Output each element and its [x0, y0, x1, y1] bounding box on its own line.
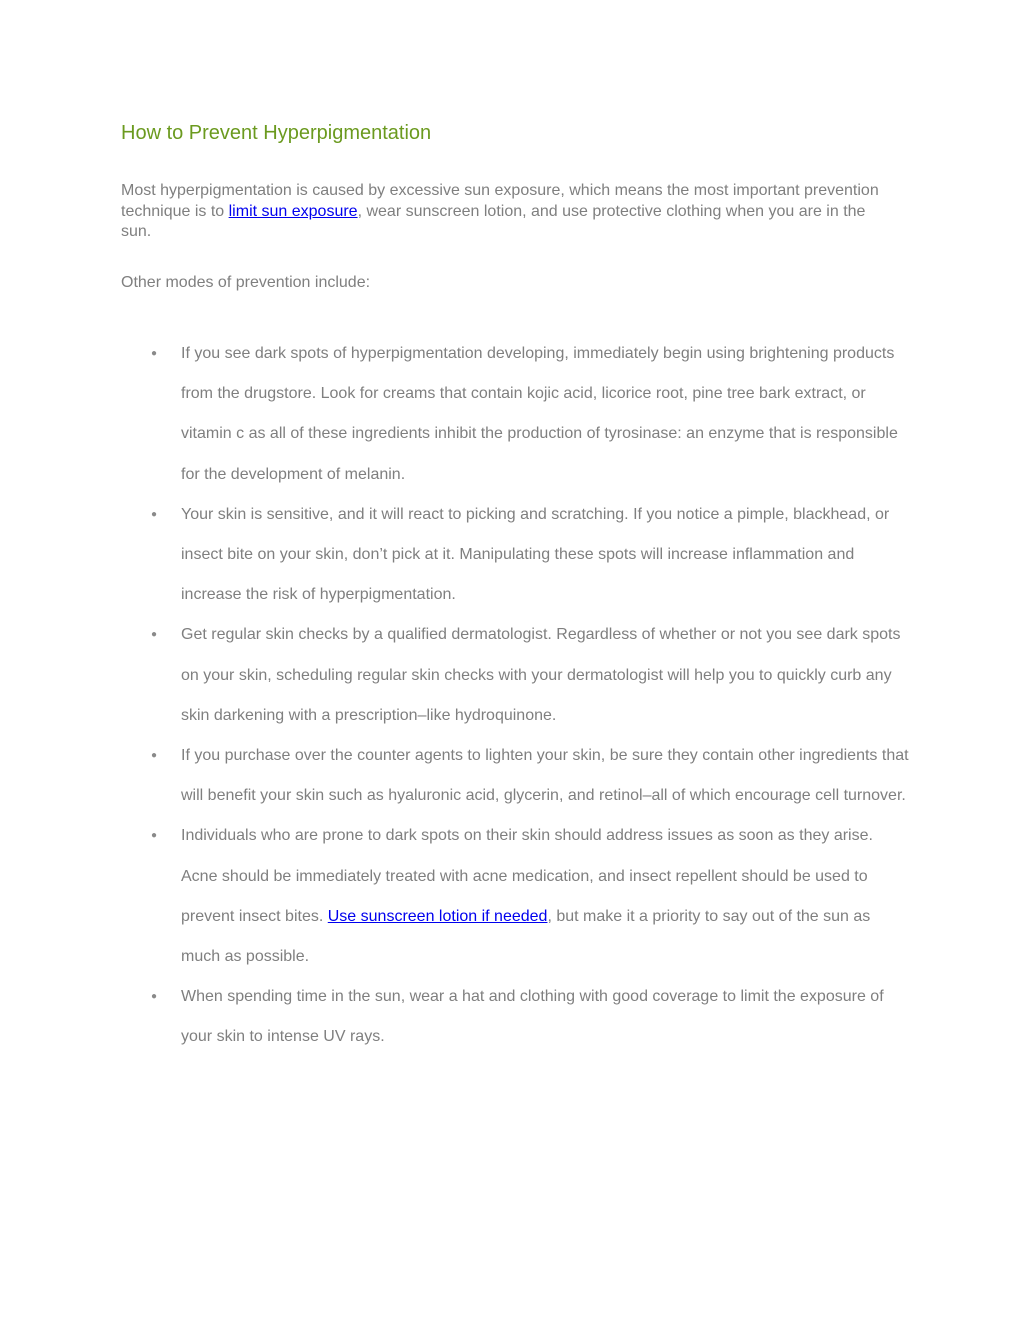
- use-sunscreen-link[interactable]: Use sunscreen lotion if needed: [327, 907, 548, 925]
- bullet-icon: ●: [151, 991, 158, 1003]
- bullet-icon: ●: [151, 348, 158, 359]
- bullet-icon: ●: [151, 830, 158, 842]
- prevention-list: [121, 334, 911, 1058]
- intro-paragraph: [121, 181, 891, 243]
- intro-text-before-link: Most hyperpigmentation is caused by excessive sun exposure, which means the most important prevention technique is to: [121, 182, 879, 220]
- list-item-text: If you see dark spots of hyperpigmentation developing, immediately begin using brightening products from the drugstore. Look for creams that contain kojic acid, licorice root, pine tree bark extract, or vitamin c as all of these ingredients inhibit the production of tyrosinase: an enzyme that is responsible for the development of melanin.: [181, 345, 898, 483]
- list-item: [121, 816, 911, 977]
- list-item: [121, 977, 911, 1057]
- other-modes-heading: Other modes of prevention include:: [121, 274, 371, 291]
- list-item-text: If you purchase over the counter agents to lighten your skin, be sure they contain other ingredients that will benefit your skin such as hyaluronic acid, glycerin, and retinol–all of which encourage cell turnover.: [181, 747, 909, 805]
- bullet-icon: ●: [151, 629, 158, 641]
- list-item-text: Your skin is sensitive, and it will react to picking and scratching. If you notice a pimple, blackhead, or insect bite on your skin, don’t pick at it. Manipulating these spots will increase inflammation and increase the risk of hyperpigmentation.: [181, 505, 890, 604]
- list-item-text: Get regular skin checks by a qualified dermatologist. Regardless of whether or not you see dark spots on your skin, scheduling regular skin checks with your dermatologist will help you to quickly curb any skin darkening with a prescription–like hydroquinone.: [181, 626, 901, 724]
- list-item: [121, 736, 911, 816]
- bullet-icon: ●: [151, 750, 158, 762]
- bullet-icon: ●: [151, 508, 158, 520]
- list-item-text-before-link: Individuals who are prone to dark spots on their skin should address issues as soon as they arise. Acne should be immediately treated with acne medication, and insect repellent should be used to prevent insect bites.: [181, 827, 873, 925]
- intro-text-after-link: , wear sunscreen lotion, and use protective clothing when you are in the sun.: [121, 202, 866, 240]
- list-item: [121, 495, 911, 616]
- list-item-text-after-link: , but make it a priority to say out of the sun as much as possible.: [181, 907, 871, 966]
- limit-sun-exposure-link[interactable]: limit sun exposure: [228, 202, 358, 220]
- list-item-text: When spending time in the sun, wear a hat and clothing with good coverage to limit the exposure of your skin to intense UV rays.: [181, 988, 884, 1046]
- page-title: How to Prevent Hyperpigmentation: [121, 122, 432, 144]
- list-item: [121, 615, 911, 736]
- list-item: [121, 334, 911, 495]
